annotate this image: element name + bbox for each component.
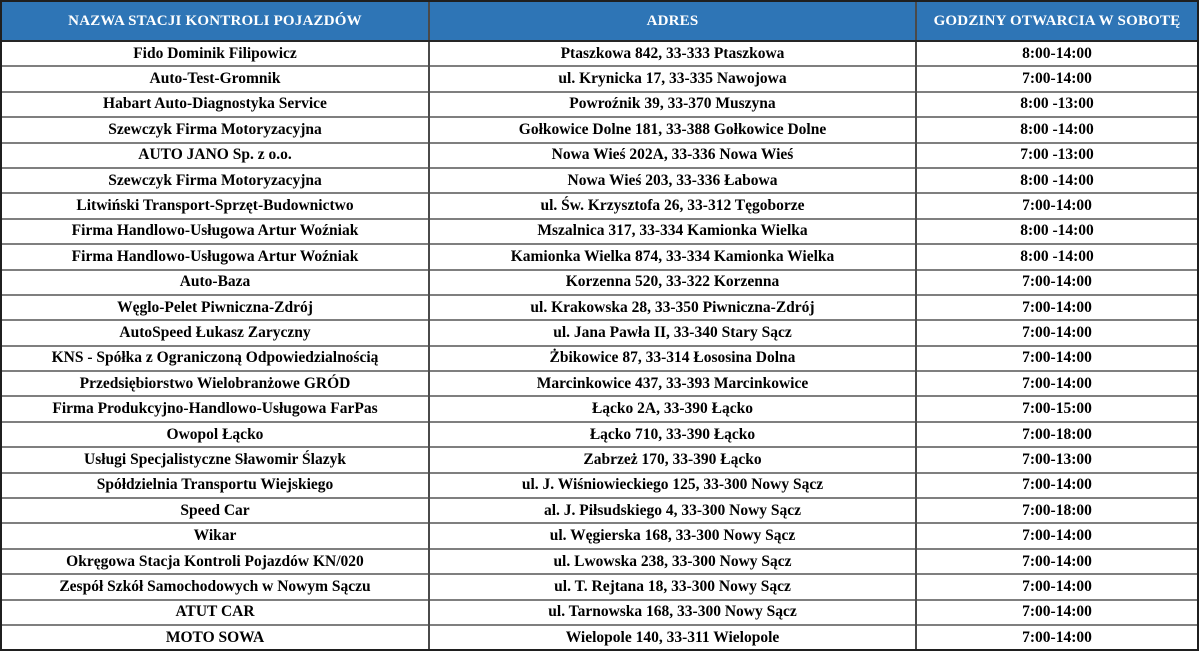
station-name-cell: Firma Produkcyjno-Handlowo-Usługowa FarPas: [2, 396, 429, 421]
address-cell: Marcinkowice 437, 33-393 Marcinkowice: [429, 371, 916, 396]
address-cell: Ptaszkowa 842, 33-333 Ptaszkowa: [429, 41, 916, 66]
address-cell: ul. T. Rejtana 18, 33-300 Nowy Sącz: [429, 574, 916, 599]
hours-cell: 7:00-14:00: [916, 625, 1197, 649]
table-row: [2, 320, 1197, 345]
address-cell: ul. Krynicka 17, 33-335 Nawojowa: [429, 66, 916, 91]
hours-cell: 7:00-14:00: [916, 473, 1197, 498]
table-row: [2, 193, 1197, 218]
table-row: [2, 549, 1197, 574]
hours-cell: 7:00-14:00: [916, 523, 1197, 548]
hours-cell: 7:00-14:00: [916, 600, 1197, 625]
column-header-saturday-hours: GODZINY OTWARCIA W SOBOTĘ: [916, 2, 1197, 41]
station-name-cell: Fido Dominik Filipowicz: [2, 41, 429, 66]
address-cell: Łącko 2A, 33-390 Łącko: [429, 396, 916, 421]
station-name-cell: AutoSpeed Łukasz Zaryczny: [2, 320, 429, 345]
station-name-cell: MOTO SOWA: [2, 625, 429, 649]
table-header: [2, 2, 1197, 41]
station-name-cell: Wikar: [2, 523, 429, 548]
address-cell: Mszalnica 317, 33-334 Kamionka Wielka: [429, 219, 916, 244]
table-row: [2, 422, 1197, 447]
table-row: [2, 143, 1197, 168]
header-row: [2, 2, 1197, 41]
inspection-stations-table: [2, 2, 1197, 649]
station-name-cell: Auto-Baza: [2, 270, 429, 295]
station-name-cell: Litwiński Transport-Sprzęt-Budownictwo: [2, 193, 429, 218]
address-cell: Łącko 710, 33-390 Łącko: [429, 422, 916, 447]
station-name-cell: AUTO JANO Sp. z o.o.: [2, 143, 429, 168]
hours-cell: 7:00-13:00: [916, 447, 1197, 472]
station-name-cell: Owopol Łącko: [2, 422, 429, 447]
hours-cell: 8:00-14:00: [916, 41, 1197, 66]
address-cell: ul. J. Wiśniowieckiego 125, 33-300 Nowy Sącz: [429, 473, 916, 498]
address-cell: Korzenna 520, 33-322 Korzenna: [429, 270, 916, 295]
hours-cell: 7:00-14:00: [916, 549, 1197, 574]
table-row: [2, 371, 1197, 396]
table-row: [2, 219, 1197, 244]
station-name-cell: KNS - Spółka z Ograniczoną Odpowiedzialnością: [2, 346, 429, 371]
table-row: [2, 625, 1197, 649]
hours-cell: 7:00-18:00: [916, 498, 1197, 523]
table-row: [2, 66, 1197, 91]
address-cell: Kamionka Wielka 874, 33-334 Kamionka Wielka: [429, 244, 916, 269]
table-row: [2, 600, 1197, 625]
address-cell: Zabrzeż 170, 33-390 Łącko: [429, 447, 916, 472]
station-name-cell: Auto-Test-Gromnik: [2, 66, 429, 91]
table-row: [2, 473, 1197, 498]
address-cell: Wielopole 140, 33-311 Wielopole: [429, 625, 916, 649]
hours-cell: 7:00-14:00: [916, 346, 1197, 371]
column-header-station-name: NAZWA STACJI KONTROLI POJAZDÓW: [2, 2, 429, 41]
hours-cell: 8:00 -14:00: [916, 168, 1197, 193]
address-cell: ul. Jana Pawła II, 33-340 Stary Sącz: [429, 320, 916, 345]
address-cell: Powroźnik 39, 33-370 Muszyna: [429, 92, 916, 117]
hours-cell: 7:00-14:00: [916, 295, 1197, 320]
column-header-address: ADRES: [429, 2, 916, 41]
hours-cell: 7:00-14:00: [916, 270, 1197, 295]
address-cell: Nowa Wieś 203, 33-336 Łabowa: [429, 168, 916, 193]
table-row: [2, 498, 1197, 523]
hours-cell: 8:00 -14:00: [916, 244, 1197, 269]
hours-cell: 8:00 -13:00: [916, 92, 1197, 117]
station-name-cell: Przedsiębiorstwo Wielobranżowe GRÓD: [2, 371, 429, 396]
station-name-cell: Firma Handlowo-Usługowa Artur Woźniak: [2, 244, 429, 269]
address-cell: Żbikowice 87, 33-314 Łososina Dolna: [429, 346, 916, 371]
hours-cell: 7:00-14:00: [916, 371, 1197, 396]
table-row: [2, 92, 1197, 117]
hours-cell: 7:00-14:00: [916, 193, 1197, 218]
address-cell: ul. Tarnowska 168, 33-300 Nowy Sącz: [429, 600, 916, 625]
station-name-cell: Okręgowa Stacja Kontroli Pojazdów KN/020: [2, 549, 429, 574]
table-row: [2, 168, 1197, 193]
address-cell: ul. Św. Krzysztofa 26, 33-312 Tęgoborze: [429, 193, 916, 218]
address-cell: ul. Krakowska 28, 33-350 Piwniczna-Zdrój: [429, 295, 916, 320]
station-name-cell: Habart Auto-Diagnostyka Service: [2, 92, 429, 117]
address-cell: Nowa Wieś 202A, 33-336 Nowa Wieś: [429, 143, 916, 168]
hours-cell: 8:00 -14:00: [916, 117, 1197, 142]
station-name-cell: Spółdzielnia Transportu Wiejskiego: [2, 473, 429, 498]
table-row: [2, 41, 1197, 66]
hours-cell: 7:00-15:00: [916, 396, 1197, 421]
hours-cell: 7:00-14:00: [916, 574, 1197, 599]
table-row: [2, 244, 1197, 269]
table-row: [2, 117, 1197, 142]
table-body: [2, 41, 1197, 649]
address-cell: Gołkowice Dolne 181, 33-388 Gołkowice Dolne: [429, 117, 916, 142]
station-name-cell: Szewczyk Firma Motoryzacyjna: [2, 117, 429, 142]
station-name-cell: Firma Handlowo-Usługowa Artur Woźniak: [2, 219, 429, 244]
station-name-cell: Węglo-Pelet Piwniczna-Zdrój: [2, 295, 429, 320]
hours-cell: 7:00-18:00: [916, 422, 1197, 447]
station-name-cell: Speed Car: [2, 498, 429, 523]
table-row: [2, 523, 1197, 548]
hours-cell: 7:00-14:00: [916, 66, 1197, 91]
hours-cell: 7:00-14:00: [916, 320, 1197, 345]
table-row: [2, 270, 1197, 295]
station-name-cell: Szewczyk Firma Motoryzacyjna: [2, 168, 429, 193]
station-name-cell: Usługi Specjalistyczne Sławomir Ślazyk: [2, 447, 429, 472]
hours-cell: 8:00 -14:00: [916, 219, 1197, 244]
address-cell: al. J. Piłsudskiego 4, 33-300 Nowy Sącz: [429, 498, 916, 523]
table-row: [2, 447, 1197, 472]
table-row: [2, 396, 1197, 421]
table-row: [2, 574, 1197, 599]
table-row: [2, 295, 1197, 320]
hours-cell: 7:00 -13:00: [916, 143, 1197, 168]
station-name-cell: ATUT CAR: [2, 600, 429, 625]
table-row: [2, 346, 1197, 371]
address-cell: ul. Lwowska 238, 33-300 Nowy Sącz: [429, 549, 916, 574]
address-cell: ul. Węgierska 168, 33-300 Nowy Sącz: [429, 523, 916, 548]
station-name-cell: Zespół Szkół Samochodowych w Nowym Sączu: [2, 574, 429, 599]
